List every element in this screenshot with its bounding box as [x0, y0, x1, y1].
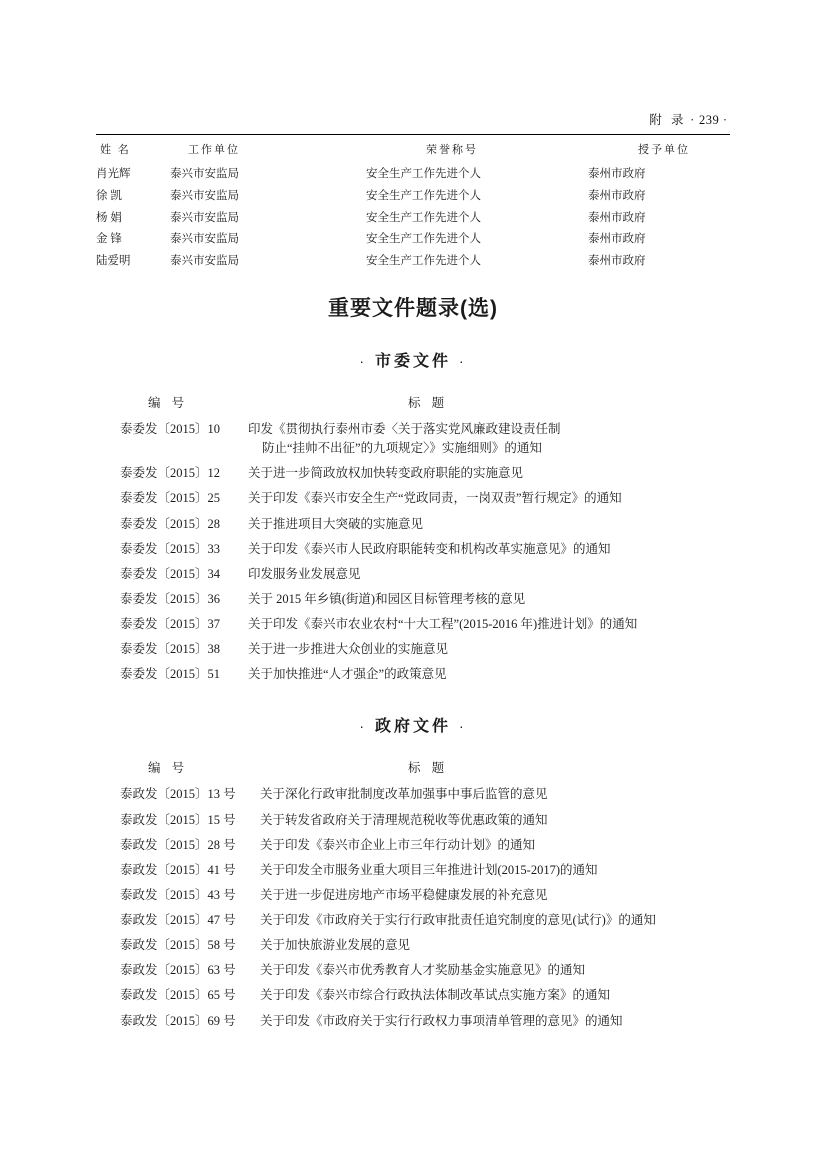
doc-title-text: 印发服务业发展意见 [248, 566, 361, 581]
running-head-label: 附 录 [649, 113, 687, 127]
list-item [96, 461, 730, 486]
heading-dot-left: · [359, 353, 367, 370]
list-item [96, 908, 730, 933]
honor-cell-name: 陆爱明 [96, 255, 131, 268]
honor-cell-honor: 安全生产工作先进个人 [366, 168, 481, 181]
list-header-title: 标 题 [408, 396, 449, 411]
honor-cell-granted-by: 泰州市政府 [588, 255, 646, 268]
table-row [96, 229, 730, 251]
table-row [96, 251, 730, 273]
list-item [96, 1008, 730, 1033]
page-title: 重要文件题录(选) [328, 297, 498, 321]
doc-title-text: 关于进一步促进房地产市场平稳健康发展的补充意见 [260, 887, 548, 902]
doc-title-text [248, 420, 730, 458]
doc-title-text: 关于印发《泰兴市企业上市三年行动计划》的通知 [260, 837, 536, 852]
section-heading-party [96, 348, 730, 371]
doc-number: 泰政发〔2015〕43 号 [120, 887, 236, 902]
table-row [96, 207, 730, 229]
heading-dot-right: · [459, 353, 467, 370]
doc-number: 泰委发〔2015〕25 [120, 491, 221, 506]
doc-title-text: 关于转发省政府关于清理规范税收等优惠政策的通知 [260, 812, 548, 827]
doc-number: 泰委发〔2015〕28 [120, 516, 221, 531]
header-rule [96, 134, 730, 135]
honor-table-header-row [96, 142, 730, 164]
honor-cell-unit: 泰兴市安监局 [170, 233, 239, 246]
doc-title-text: 关于进一步简政放权加快转变政府职能的实施意见 [248, 466, 524, 481]
doc-number: 泰委发〔2015〕38 [120, 642, 221, 657]
list-item [96, 933, 730, 958]
honor-cell-honor: 安全生产工作先进个人 [366, 190, 481, 203]
doc-title-text: 关于印发《泰兴市人民政府职能转变和机构改革实施意见》的通知 [248, 541, 611, 556]
honor-header-granted-by: 授予单位 [638, 144, 690, 156]
running-head-separator: · [690, 113, 696, 127]
list-item [96, 858, 730, 883]
honor-cell-granted-by: 泰州市政府 [588, 168, 646, 181]
list-item [96, 958, 730, 983]
doc-number: 泰政发〔2015〕13 号 [120, 787, 236, 802]
doc-title-text: 关于推进项目大突破的实施意见 [248, 516, 424, 531]
doc-number: 泰委发〔2015〕36 [120, 591, 221, 606]
doc-title-text: 关于印发《市政府关于实行行政审批责任追究制度的意见(试行)》的通知 [260, 913, 656, 928]
list-item [96, 612, 730, 637]
honor-table [96, 142, 730, 272]
doc-title-line2: 防止“挂帅不出征”的九项规定〉》实施细则》的通知 [262, 441, 542, 456]
section-heading-government [96, 713, 730, 736]
heading-dot-right: · [459, 718, 467, 735]
doc-number: 泰委发〔2015〕37 [120, 617, 221, 632]
list-item [96, 587, 730, 612]
doc-title-text: 关于深化行政审批制度改革加强事中事后监管的意见 [260, 787, 548, 802]
honor-header-name: 姓 名 [100, 144, 131, 156]
doc-number: 泰政发〔2015〕65 号 [120, 988, 236, 1003]
list-item [96, 662, 730, 687]
doc-number: 泰委发〔2015〕12 [120, 466, 221, 481]
list-item [96, 782, 730, 807]
doc-title-text: 关于印发《泰兴市安全生产“党政同责，一岗双责”暂行规定》的通知 [248, 491, 622, 506]
table-row [96, 164, 730, 186]
doc-number: 泰政发〔2015〕63 号 [120, 963, 236, 978]
doc-number: 泰政发〔2015〕47 号 [120, 913, 236, 928]
doc-title-text: 关于加快推进“人才强企”的政策意见 [248, 667, 447, 682]
section-heading-government-label: 政府文件 [374, 718, 451, 736]
honor-cell-honor: 安全生产工作先进个人 [366, 211, 481, 224]
section-heading-party-label: 市委文件 [374, 353, 451, 371]
honor-cell-granted-by: 泰州市政府 [588, 233, 646, 246]
honor-cell-unit: 泰兴市安监局 [170, 255, 239, 268]
list-item [96, 537, 730, 562]
doc-title-text: 关于加快旅游业发展的意见 [260, 938, 411, 953]
doc-title-text: 关于印发《泰兴市优秀教育人才奖励基金实施意见》的通知 [260, 963, 586, 978]
doc-title-text: 关于印发《泰兴市综合行政执法体制改革试点实施方案》的通知 [260, 988, 611, 1003]
doc-list-government [96, 782, 730, 1033]
honor-cell-name: 徐 凯 [96, 190, 122, 203]
doc-number: 泰委发〔2015〕33 [120, 541, 221, 556]
list-header-num: 编 号 [148, 396, 189, 411]
doc-title-text: 关于 2015 年乡镇(街道)和园区目标管理考核的意见 [248, 591, 526, 606]
honor-cell-name: 肖光辉 [96, 168, 131, 181]
doc-title-line1: 印发《贯彻执行泰州市委〈关于落实党风廉政建设责任制 [248, 422, 561, 437]
doc-title-text: 关于印发全市服务业重大项目三年推进计划(2015-2017)的通知 [260, 862, 598, 877]
list-item [96, 562, 730, 587]
doc-number: 泰政发〔2015〕69 号 [120, 1013, 236, 1028]
running-head [96, 110, 730, 128]
honor-header-honor: 荣誉称号 [426, 144, 478, 156]
list-item [96, 807, 730, 832]
table-row [96, 186, 730, 208]
running-head-trailing: · [722, 113, 728, 127]
list-header-government [96, 758, 730, 776]
honor-cell-unit: 泰兴市安监局 [170, 211, 239, 224]
doc-number: 泰委发〔2015〕34 [120, 566, 221, 581]
list-item [96, 486, 730, 511]
list-header-party [96, 393, 730, 411]
doc-number: 泰政发〔2015〕58 号 [120, 938, 236, 953]
doc-title-text: 关于印发《市政府关于实行行政权力事项清单管理的意见》的通知 [260, 1013, 623, 1028]
doc-number: 泰政发〔2015〕28 号 [120, 837, 236, 852]
list-item [96, 417, 730, 461]
doc-number: 泰政发〔2015〕41 号 [120, 862, 236, 877]
list-header-title: 标 题 [408, 761, 449, 776]
heading-dot-left: · [359, 718, 367, 735]
honor-header-unit: 工作单位 [188, 144, 240, 156]
doc-list-party [96, 417, 730, 687]
list-item [96, 883, 730, 908]
doc-number: 泰委发〔2015〕10 [120, 422, 221, 437]
honor-cell-name: 金 锋 [96, 233, 122, 246]
honor-cell-honor: 安全生产工作先进个人 [366, 233, 481, 246]
doc-number: 泰委发〔2015〕51 [120, 667, 221, 682]
doc-number: 泰政发〔2015〕15 号 [120, 812, 236, 827]
list-item [96, 983, 730, 1008]
doc-title-text: 关于进一步推进大众创业的实施意见 [248, 642, 449, 657]
list-header-num: 编 号 [148, 761, 189, 776]
honor-cell-name: 杨 娟 [96, 211, 122, 224]
list-item [96, 637, 730, 662]
list-item [96, 833, 730, 858]
honor-cell-granted-by: 泰州市政府 [588, 211, 646, 224]
list-item [96, 511, 730, 536]
page-number: 239 [698, 113, 720, 127]
doc-title-text: 关于印发《泰兴市农业农村“十大工程”(2015-2016 年)推进计划》的通知 [248, 617, 638, 632]
honor-cell-unit: 泰兴市安监局 [170, 168, 239, 181]
honor-cell-unit: 泰兴市安监局 [170, 190, 239, 203]
honor-cell-granted-by: 泰州市政府 [588, 190, 646, 203]
honor-cell-honor: 安全生产工作先进个人 [366, 255, 481, 268]
